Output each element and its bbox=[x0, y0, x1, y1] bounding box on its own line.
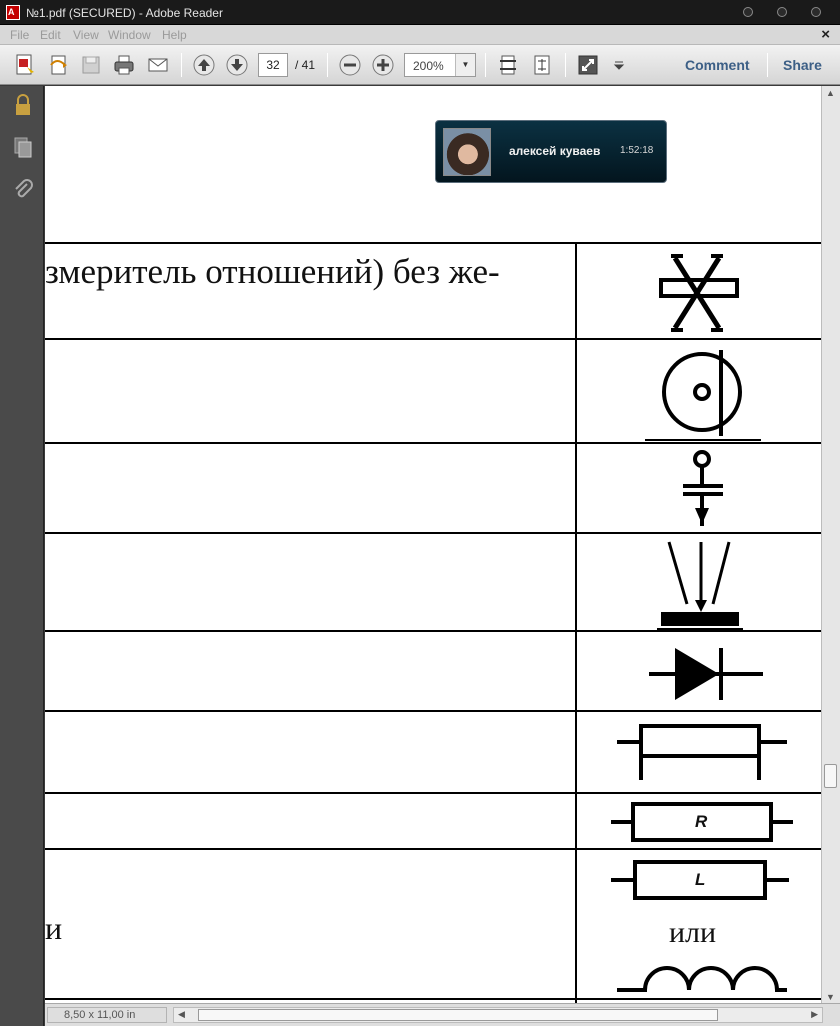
close-document-icon[interactable]: × bbox=[821, 26, 830, 43]
next-page-button[interactable] bbox=[224, 52, 250, 78]
vertical-scrollbar[interactable] bbox=[821, 86, 840, 1003]
scroll-left-icon[interactable]: ◀ bbox=[178, 1009, 185, 1019]
edit-document-button[interactable] bbox=[46, 52, 72, 78]
menu-file[interactable]: File bbox=[10, 28, 30, 42]
menu-view[interactable]: View bbox=[73, 28, 99, 42]
comment-button[interactable]: Comment bbox=[685, 57, 750, 73]
crossed-element-symbol bbox=[657, 254, 747, 332]
toolbar bbox=[0, 45, 840, 85]
pdf-app-icon: A bbox=[6, 5, 20, 20]
or-text: или bbox=[669, 916, 717, 949]
minimize-button[interactable] bbox=[743, 7, 753, 17]
zoom-out-button[interactable] bbox=[337, 52, 363, 78]
diode-symbol bbox=[645, 640, 769, 704]
page-total: / 41 bbox=[295, 58, 316, 72]
capacitor-probe-symbol bbox=[675, 446, 735, 532]
inductor-coil-symbol bbox=[611, 958, 791, 994]
toolbar-options-icon[interactable] bbox=[606, 52, 632, 78]
pages-icon[interactable] bbox=[12, 136, 34, 158]
title-bar bbox=[0, 0, 840, 25]
save-icon[interactable] bbox=[78, 52, 104, 78]
table-border bbox=[45, 848, 821, 850]
attachments-icon[interactable] bbox=[12, 178, 34, 200]
window-title: №1.pdf (SECURED) - Adobe Reader bbox=[26, 6, 223, 20]
table-border bbox=[45, 338, 821, 340]
table-border bbox=[45, 998, 821, 1000]
status-bar bbox=[45, 1003, 840, 1026]
toolbar-separator bbox=[181, 53, 182, 77]
create-pdf-button[interactable] bbox=[12, 52, 38, 78]
previous-page-button[interactable] bbox=[191, 52, 217, 78]
zoom-value: 200% bbox=[413, 59, 444, 73]
circle-meter-symbol bbox=[645, 346, 765, 442]
scroll-down-icon[interactable]: ▼ bbox=[826, 992, 835, 1002]
navigation-panel bbox=[0, 86, 44, 1026]
resistor-label: R bbox=[695, 812, 708, 831]
menu-help[interactable]: Help bbox=[162, 28, 187, 42]
toolbar-separator bbox=[485, 53, 486, 77]
document-viewport[interactable] bbox=[45, 86, 821, 1003]
table-cell-text: и bbox=[45, 910, 63, 946]
chat-notification[interactable] bbox=[435, 120, 667, 183]
table-cell-text: змеритель отношений) без же- bbox=[45, 252, 500, 291]
chat-sender-name: алексей куваев bbox=[509, 144, 601, 158]
scroll-up-icon[interactable]: ▲ bbox=[826, 88, 835, 98]
print-icon[interactable] bbox=[111, 52, 137, 78]
maximize-button[interactable] bbox=[777, 7, 787, 17]
menu-window[interactable]: Window bbox=[108, 28, 151, 42]
table-border bbox=[45, 242, 821, 244]
horizontal-scrollbar[interactable] bbox=[173, 1007, 823, 1023]
inductor-label: L bbox=[695, 870, 706, 889]
menu-edit[interactable]: Edit bbox=[40, 28, 61, 42]
page-size-readout: 8,50 x 11,00 in bbox=[47, 1007, 167, 1023]
toolbar-separator bbox=[565, 53, 566, 77]
table-border bbox=[45, 532, 821, 534]
chat-timestamp: 1:52:18 bbox=[620, 145, 654, 156]
page-number-input[interactable]: 32 bbox=[258, 53, 288, 77]
close-window-button[interactable] bbox=[811, 7, 821, 17]
table-border bbox=[45, 442, 821, 444]
scrollbar-thumb[interactable] bbox=[824, 764, 837, 788]
menu-bar bbox=[0, 25, 840, 45]
toolbar-separator bbox=[767, 53, 768, 77]
email-icon[interactable] bbox=[145, 52, 171, 78]
toolbar-separator bbox=[327, 53, 328, 77]
table-column-border bbox=[575, 242, 577, 1003]
table-border bbox=[45, 710, 821, 712]
zoom-select[interactable] bbox=[404, 53, 476, 77]
fit-width-icon[interactable] bbox=[529, 52, 555, 78]
table-border bbox=[45, 630, 821, 632]
scroll-right-icon[interactable]: ▶ bbox=[811, 1009, 818, 1019]
fit-page-icon[interactable] bbox=[495, 52, 521, 78]
lock-icon[interactable] bbox=[12, 94, 34, 116]
fullscreen-icon[interactable] bbox=[575, 52, 601, 78]
share-button[interactable]: Share bbox=[783, 57, 822, 73]
resistor-symbol bbox=[613, 720, 793, 786]
avatar bbox=[443, 128, 491, 176]
zoom-in-button[interactable] bbox=[370, 52, 396, 78]
photo-receiver-symbol bbox=[655, 538, 745, 630]
chevron-down-icon[interactable]: ▼ bbox=[455, 54, 475, 76]
table-border bbox=[45, 792, 821, 794]
horizontal-scrollbar-thumb[interactable] bbox=[198, 1009, 718, 1021]
